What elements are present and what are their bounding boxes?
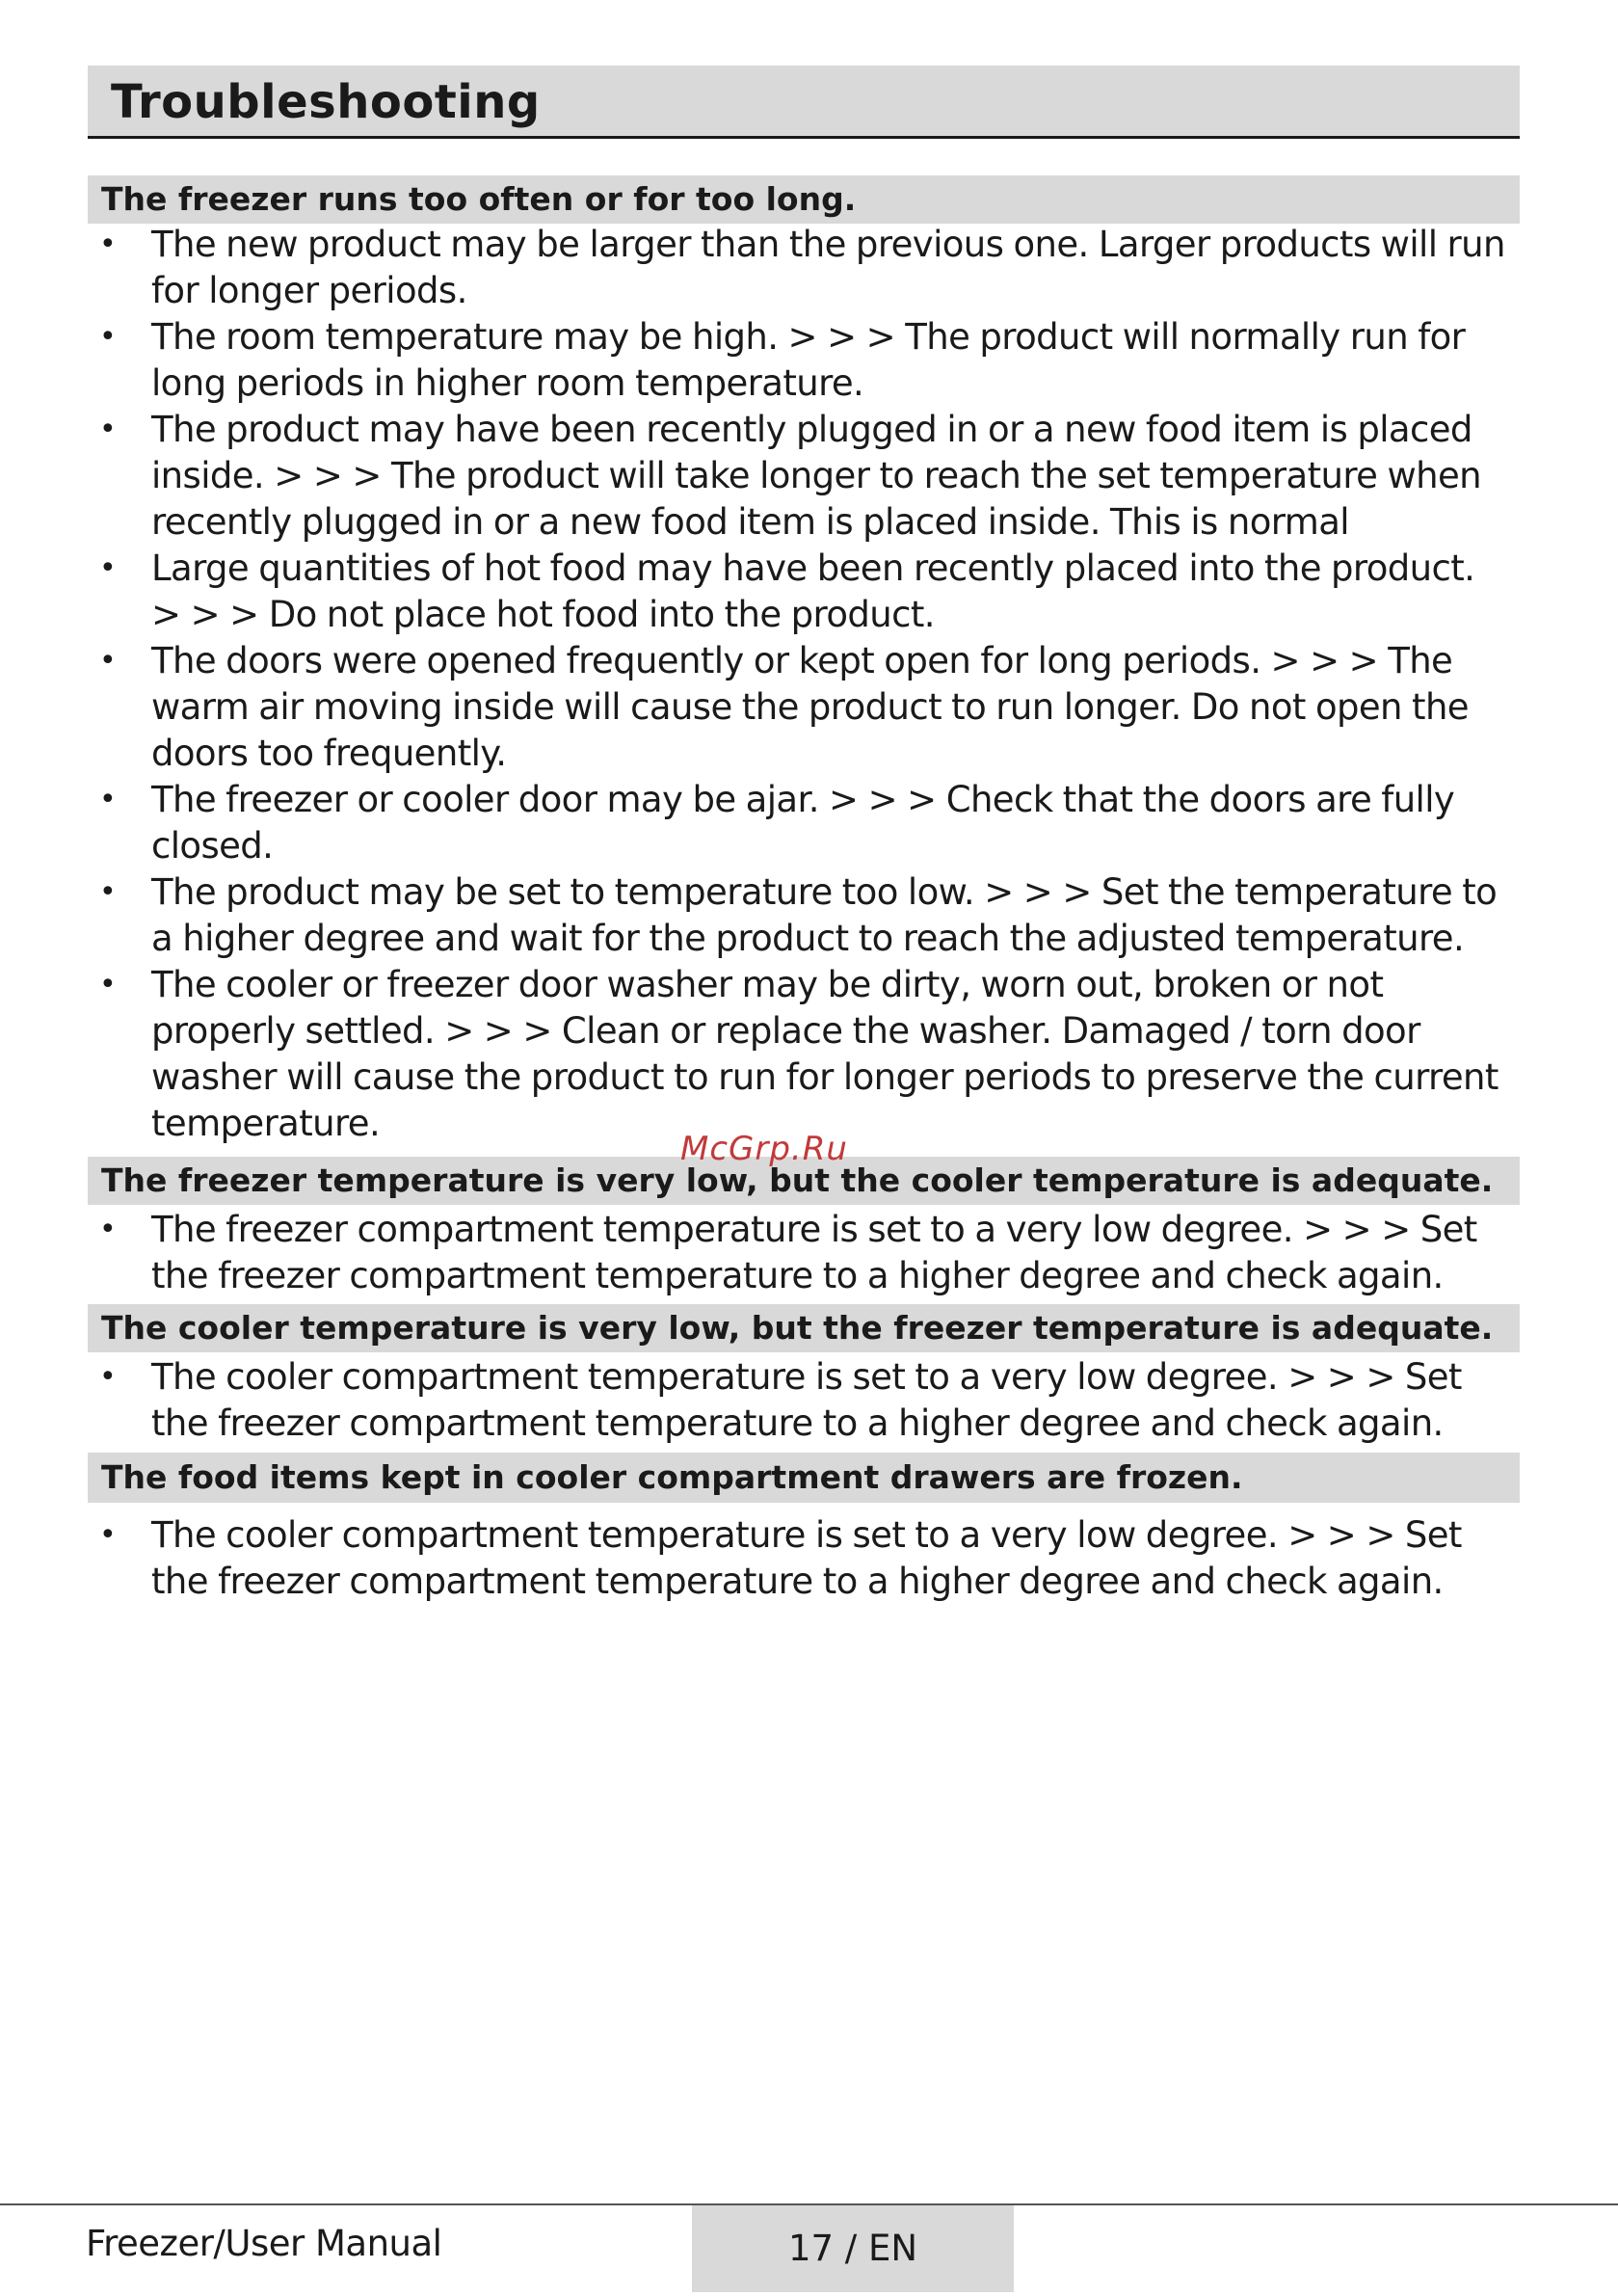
list-item-text: The room temperature may be high. > > > The product will normally run for long periods in higher room temperature.: [151, 316, 1466, 404]
bullet-icon: •: [99, 1518, 117, 1552]
list-item: [88, 222, 1520, 314]
footer-page-number: 17 / EN: [692, 2205, 1014, 2292]
bullet-icon: •: [99, 783, 117, 816]
list-item: [88, 638, 1520, 777]
section-title: The cooler temperature is very low, but the freezer temperature is adequate.: [88, 1304, 1520, 1352]
bullet-icon: •: [99, 320, 117, 354]
list-item: [88, 777, 1520, 869]
list-item-text: The cooler or freezer door washer may be dirty, worn out, broken or not properly settled. > > > Clean or replace the washer. Damaged / torn door washer will cause the product to run for longer periods to preserve the current temperature.: [151, 964, 1499, 1144]
list-item-text: The cooler compartment temperature is set to a very low degree. > > > Set the freezer compartment temperature to a higher degree and check again.: [151, 1356, 1462, 1444]
list-item-text: Large quantities of hot food may have been recently placed into the product. > > > Do not place hot food into the product.: [151, 547, 1475, 635]
list-item: [88, 314, 1520, 407]
list-item: [88, 1512, 1520, 1605]
list-item: [88, 407, 1520, 546]
list-item: [88, 546, 1520, 638]
list-item-text: The doors were opened frequently or kept open for long periods. > > > The warm air moving inside will cause the product to run longer. Do not open the doors too frequently.: [151, 640, 1469, 774]
list-item: [88, 869, 1520, 962]
list-item-text: The product may be set to temperature too low. > > > Set the temperature to a higher degree and wait for the product to reach the adjusted temperature.: [151, 871, 1498, 959]
list-item-text: The cooler compartment temperature is set to a very low degree. > > > Set the freezer compartment temperature to a higher degree and check again.: [151, 1514, 1462, 1602]
section-cooler-temperature-low: [88, 1304, 1520, 1447]
bullet-icon: •: [99, 644, 117, 678]
bullet-icon: •: [99, 227, 117, 261]
item-list: [88, 1207, 1520, 1299]
watermark-text: McGrp.Ru: [680, 1130, 848, 1168]
section-title: The food items kept in cooler compartment drawers are frozen.: [88, 1453, 1520, 1503]
bullet-icon: •: [99, 413, 117, 446]
section-title: The freezer runs too often or for too long.: [88, 175, 1520, 224]
list-item-text: The freezer or cooler door may be ajar. > > > Check that the doors are fully closed.: [151, 779, 1455, 867]
bullet-icon: •: [99, 968, 117, 1001]
bullet-icon: •: [99, 1213, 117, 1246]
list-item: [88, 962, 1520, 1147]
item-list: [88, 222, 1520, 1147]
item-list: [88, 1354, 1520, 1447]
footer-manual-name: Freezer/User Manual: [86, 2223, 442, 2264]
section-title: The freezer temperature is very low, but the cooler temperature is adequate.: [88, 1157, 1520, 1205]
list-item-text: The product may have been recently plugged in or a new food item is placed inside. > > > The product will take longer to reach the set temperature when recently plugged in or a new food item is placed inside. This is normal: [151, 409, 1482, 543]
list-item: [88, 1354, 1520, 1447]
page-header: [88, 66, 1520, 139]
section-food-items-frozen: [88, 1453, 1520, 1605]
item-list: [88, 1512, 1520, 1605]
bullet-icon: •: [99, 1360, 117, 1394]
section-freezer-temperature-low: [88, 1157, 1520, 1299]
list-item: [88, 1207, 1520, 1299]
page-title: Troubleshooting: [111, 75, 541, 129]
section-freezer-runs-too-long: [88, 175, 1520, 1147]
bullet-icon: •: [99, 875, 117, 909]
list-item-text: The new product may be larger than the previous one. Larger products will run for longer periods.: [151, 224, 1505, 311]
list-item-text: The freezer compartment temperature is set to a very low degree. > > > Set the freezer compartment temperature to a higher degree and check again.: [151, 1209, 1477, 1296]
bullet-icon: •: [99, 551, 117, 585]
